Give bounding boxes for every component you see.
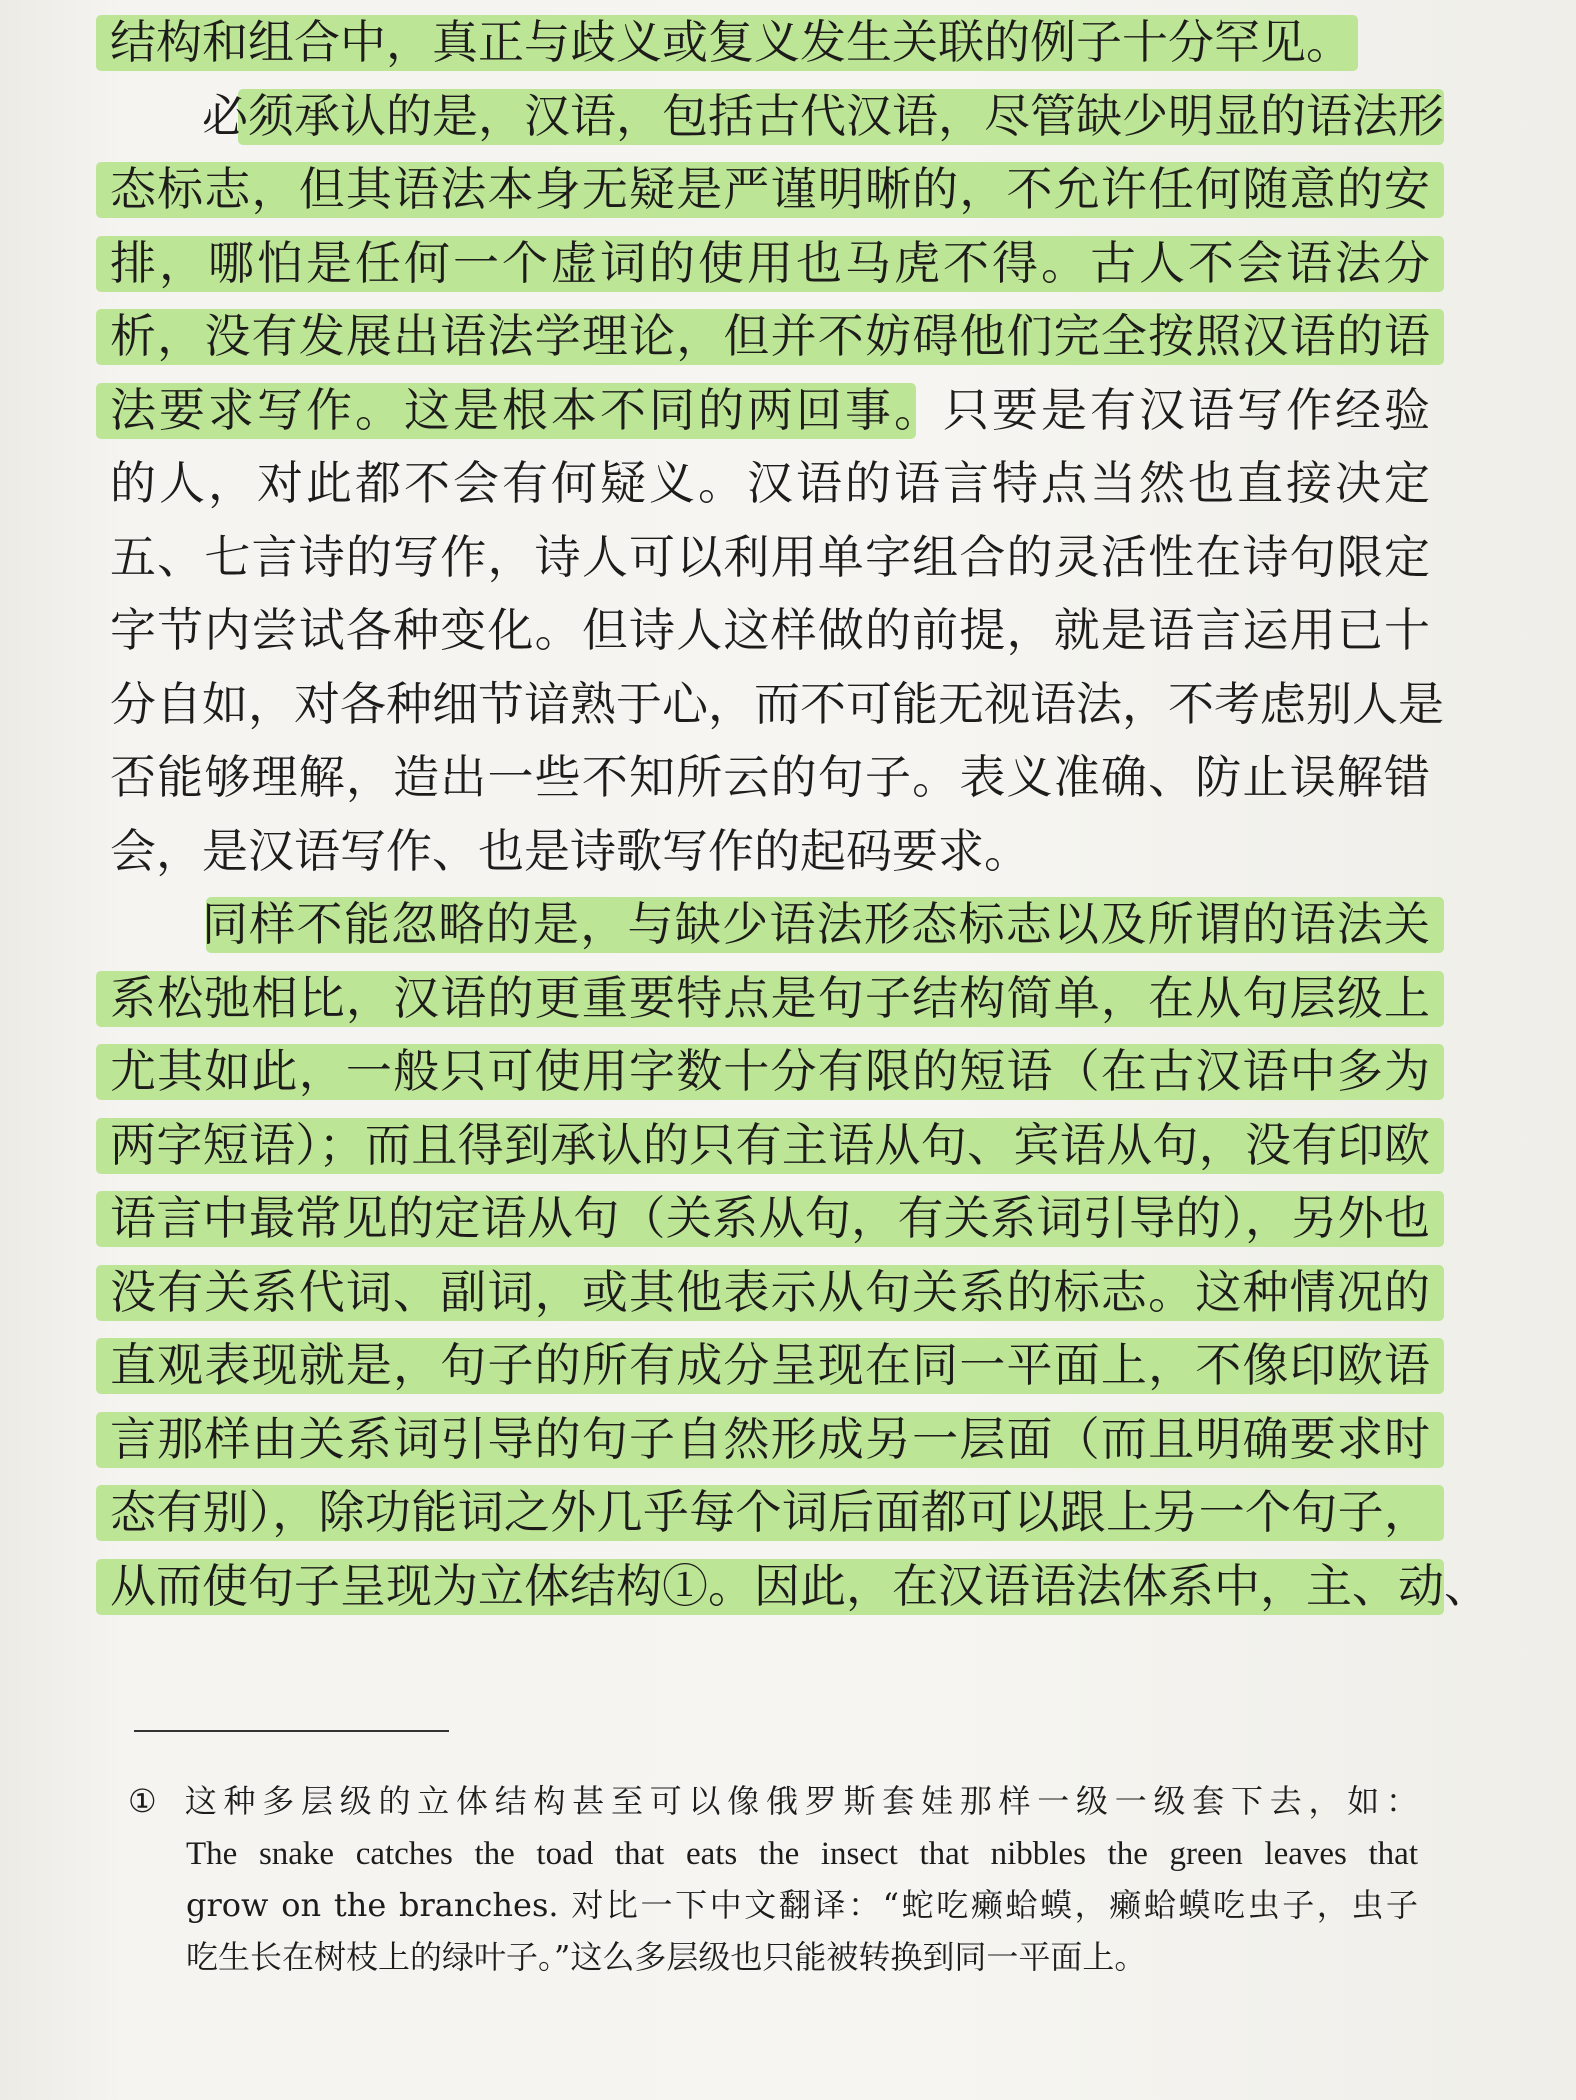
text-line-content: 字节内尝试各种变化。但诗人这样做的前提，就是语言运用已十	[110, 603, 1430, 657]
text-line	[110, 447, 1430, 521]
text-line	[110, 153, 1430, 227]
text-line	[110, 6, 1430, 80]
footnote-line	[128, 1931, 1418, 1983]
text-line-content: 没有关系代词、副词，或其他表示从句关系的标志。这种情况的	[110, 1264, 1430, 1319]
text-line-content: 否能够理解，造出一些不知所云的句子。表义准确、防止误解错	[110, 750, 1430, 804]
text-line-content: 语言中最常见的定语从句（关系从句，有关系词引导的），另外也	[110, 1191, 1430, 1245]
text-line-content: 的人，对此都不会有何疑义。汉语的语言特点当然也直接决定	[110, 456, 1430, 510]
text-line-content: 排，哪怕是任何一个虚词的使用也马虎不得。古人不会语法分	[110, 235, 1430, 290]
text-line	[110, 1403, 1430, 1477]
text-line	[110, 227, 1430, 301]
footnote-line	[128, 1879, 1418, 1931]
footnote-line	[128, 1775, 1418, 1827]
text-line-content: 态有别），除功能词之外几乎每个词后面都可以跟上另一个句子，	[110, 1485, 1430, 1539]
text-line-content: 系松弛相比，汉语的更重要特点是句子结构简单，在从句层级上	[110, 970, 1430, 1025]
footnote-divider	[134, 1730, 449, 1732]
text-line	[110, 888, 1430, 962]
text-line	[110, 1329, 1430, 1403]
text-line	[110, 1256, 1430, 1330]
text-line-content: 法要求写作。这是根本不同的两回事。只要是有汉语写作经验	[110, 382, 1430, 437]
text-line-content: 尤其如此，一般只可使用字数十分有限的短语（在古汉语中多为	[110, 1044, 1430, 1098]
text-line-content: 分自如，对各种细节谙熟于心，而不可能无视语法，不考虑别人是	[110, 676, 1444, 731]
footnote-line-content: The snake catches the toad that eats the insect that nibbles the green leaves that	[186, 1836, 1418, 1872]
text-line	[110, 80, 1444, 154]
text-line-content: 言那样由关系词引导的句子自然形成另一层面（而且明确要求时	[110, 1411, 1430, 1466]
text-line	[110, 300, 1430, 374]
text-line-content: 会，是汉语写作、也是诗歌写作的起码要求。	[110, 823, 1030, 878]
footnote-marker: ①	[128, 1782, 157, 1820]
text-line-content: 五、七言诗的写作，诗人可以利用单字组合的灵活性在诗句限定	[110, 529, 1430, 584]
text-line-content: 两字短语）；而且得到承认的只有主语从句、宾语从句，没有印欧	[110, 1117, 1430, 1172]
text-line-content: 直观表现就是，句子的所有成分呈现在同一平面上，不像印欧语	[110, 1338, 1430, 1392]
facing-page-bleed	[1466, 60, 1576, 96]
text-line	[110, 815, 1430, 889]
text-line	[110, 1476, 1430, 1550]
text-line-content: 态标志，但其语法本身无疑是严谨明晰的，不允许任何随意的安	[110, 162, 1430, 216]
footnote-text: 这种多层级的立体结构甚至可以像俄罗斯套娃那样一级一级套下去，如：	[178, 1782, 1418, 1820]
text-line	[110, 962, 1430, 1036]
footnote	[128, 1775, 1418, 1983]
text-line	[110, 1035, 1430, 1109]
text-line-content: 结构和组合中，真正与歧义或复义发生关联的例子十分罕见。	[110, 15, 1352, 69]
text-line	[110, 594, 1430, 668]
text-line	[110, 521, 1430, 595]
main-text	[110, 6, 1490, 1623]
footnote-line	[128, 1827, 1418, 1879]
text-line	[110, 741, 1430, 815]
text-line-content: 必须承认的是，汉语，包括古代汉语，尽管缺少明显的语法形	[202, 88, 1444, 143]
text-line-content: 从而使句子呈现为立体结构①。因此，在汉语语法体系中，主、动、	[110, 1558, 1490, 1613]
footnote-line-content: 吃生长在树枝上的绿叶子。”这么多层级也只能被转换到同一平面上。	[186, 1938, 1147, 1976]
footnote-line-content	[128, 1775, 1418, 1827]
text-line	[110, 374, 1430, 448]
text-line	[110, 668, 1444, 742]
text-line	[110, 1182, 1430, 1256]
footnote-line-content: grow on the branches. 对比一下中文翻译：“蛇吃癞蛤蟆，癞蛤蟆吃虫子，虫子	[186, 1886, 1418, 1924]
text-line	[110, 1550, 1490, 1624]
text-line-content: 同样不能忽略的是，与缺少语法形态标志以及所谓的语法关	[202, 897, 1430, 951]
text-line	[110, 1109, 1430, 1183]
text-line-content: 析，没有发展出语法学理论，但并不妨碍他们完全按照汉语的语	[110, 309, 1430, 363]
